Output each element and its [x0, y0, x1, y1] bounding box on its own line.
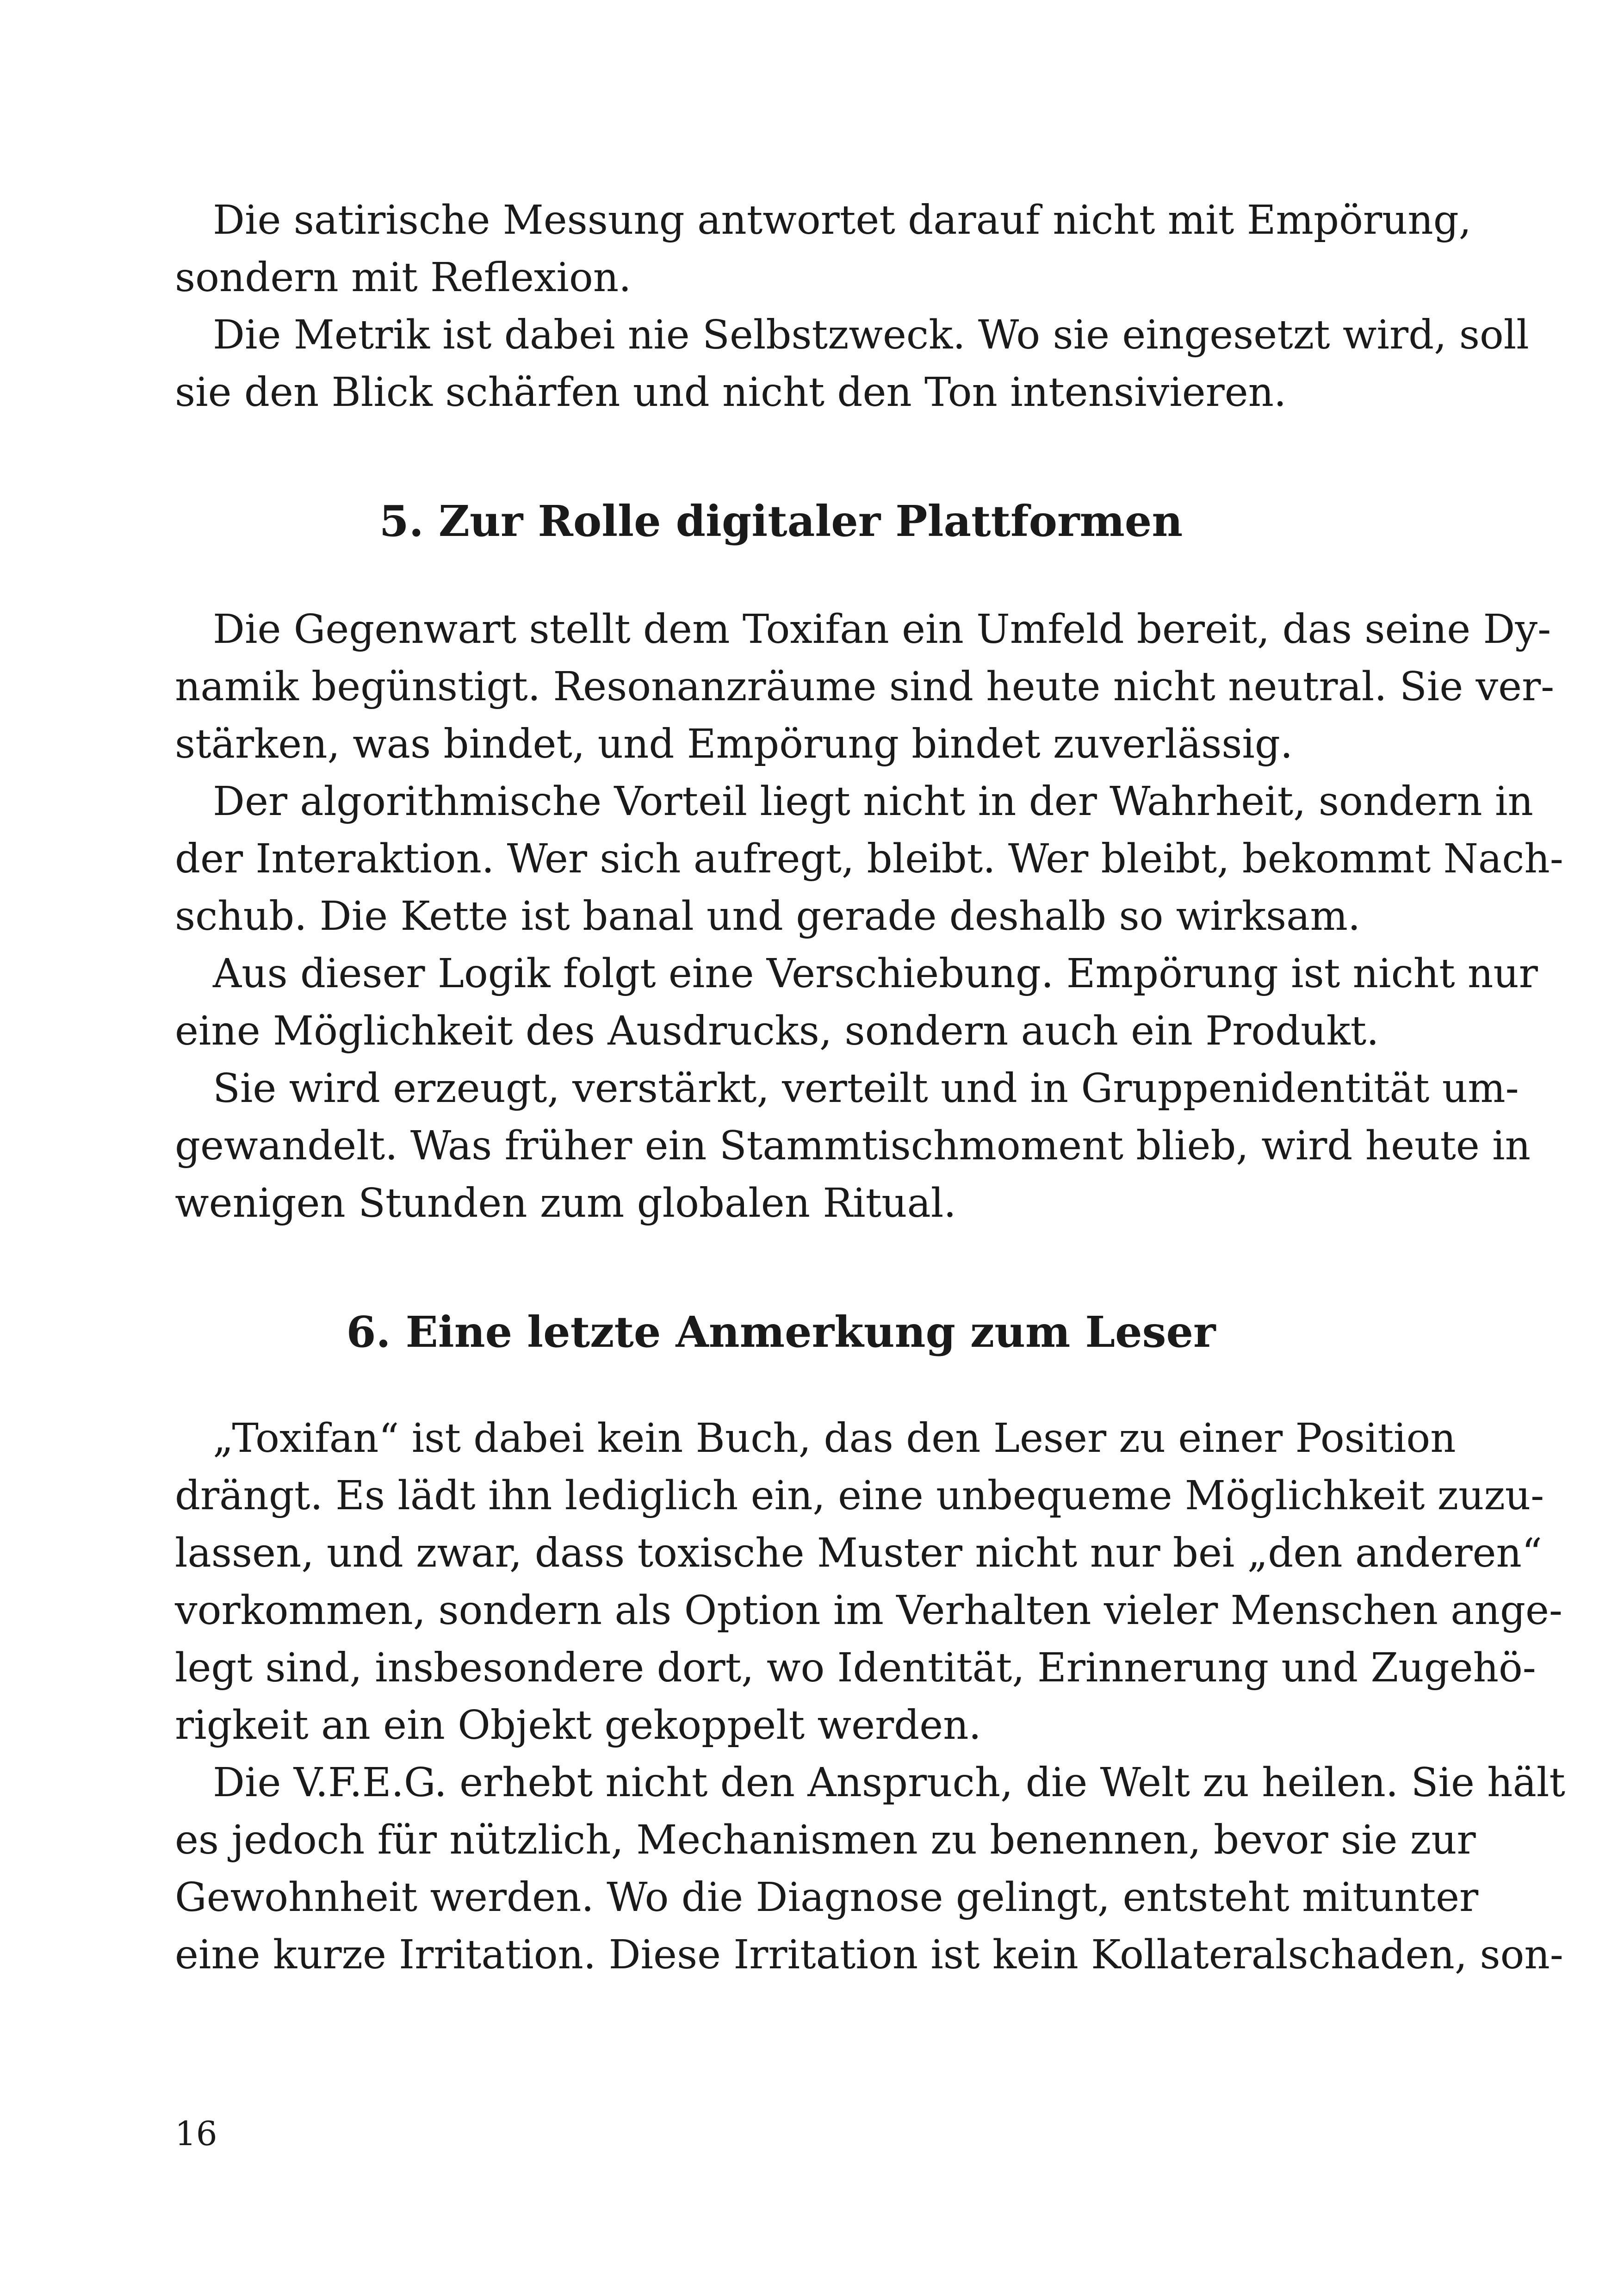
text-line: Sie wird erzeugt, verstärkt, verteilt und in Gruppenidentität um-: [213, 1065, 1519, 1112]
text-line: Die satirische Messung antwortet darauf nicht mit Empörung,: [213, 197, 1472, 243]
paragraph-logik: [175, 945, 1538, 1060]
text-line: Gewohnheit werden. Wo die Diagnose gelingt, entsteht mitunter: [175, 1874, 1479, 1921]
paragraph-gegenwart: [175, 601, 1555, 773]
text-line: rigkeit an ein Objekt gekoppelt werden.: [175, 1702, 981, 1748]
text-line: Die Metrik ist dabei nie Selbstzweck. Wo sie eingesetzt wird, soll: [213, 312, 1529, 358]
text-line: drängt. Es lädt ihn lediglich ein, eine unbequeme Möglichkeit zuzu-: [175, 1473, 1544, 1519]
text-line: wenigen Stunden zum globalen Ritual.: [175, 1180, 956, 1226]
section-heading-6: 6. Eine letzte Anmerkung zum Leser: [346, 1307, 1216, 1357]
paragraph-metrik: [175, 306, 1529, 421]
text-line: vorkommen, sondern als Option im Verhalten vieler Menschen ange-: [175, 1587, 1562, 1634]
page-number: 16: [175, 2114, 217, 2153]
text-line: stärken, was bindet, und Empörung bindet zuverlässig.: [175, 721, 1293, 767]
text-line: es jedoch für nützlich, Mechanismen zu benennen, bevor sie zur: [175, 1817, 1476, 1863]
text-line: Der algorithmische Vorteil liegt nicht in der Wahrheit, sondern in: [213, 778, 1533, 825]
paragraph-algorithmische-vorteil: [175, 773, 1563, 945]
text-line: sie den Blick schärfen und nicht den Ton intensivieren.: [175, 369, 1287, 416]
paragraph-erzeugt: [175, 1060, 1531, 1232]
text-line: Die Gegenwart stellt dem Toxifan ein Umfeld bereit, das seine Dy-: [213, 606, 1551, 653]
text-line: der Interaktion. Wer sich aufregt, bleibt. Wer bleibt, bekommt Nach-: [175, 836, 1563, 882]
paragraph-toxifan-buch: [175, 1410, 1562, 1754]
text-line: Aus dieser Logik folgt eine Verschiebung. Empörung ist nicht nur: [213, 951, 1538, 997]
text-line: lassen, und zwar, dass toxische Muster nicht nur bei „den anderen“: [175, 1530, 1542, 1576]
text-line: namik begünstigt. Resonanzräume sind heute nicht neutral. Sie ver-: [175, 664, 1555, 710]
text-line: legt sind, insbesondere dort, wo Identität, Erinnerung und Zugehö-: [175, 1645, 1536, 1691]
text-line: schub. Die Kette ist banal und gerade deshalb so wirksam.: [175, 893, 1361, 940]
paragraph-vfeg: [175, 1754, 1565, 1984]
text-line: sondern mit Reflexion.: [175, 255, 632, 301]
text-line: „Toxifan“ ist dabei kein Buch, das den Leser zu einer Position: [213, 1415, 1456, 1462]
text-line: Die V.F.E.G. erhebt nicht den Anspruch, die Welt zu heilen. Sie hält: [213, 1760, 1565, 1806]
paragraph-satirische-messung: [175, 192, 1472, 306]
text-line: gewandelt. Was früher ein Stammtischmoment blieb, wird heute in: [175, 1123, 1531, 1169]
text-line: eine Möglichkeit des Ausdrucks, sondern auch ein Produkt.: [175, 1008, 1379, 1054]
section-heading-5: 5. Zur Rolle digitaler Plattformen: [379, 496, 1183, 546]
text-line: eine kurze Irritation. Diese Irritation ist kein Kollateralschaden, son-: [175, 1932, 1563, 1978]
